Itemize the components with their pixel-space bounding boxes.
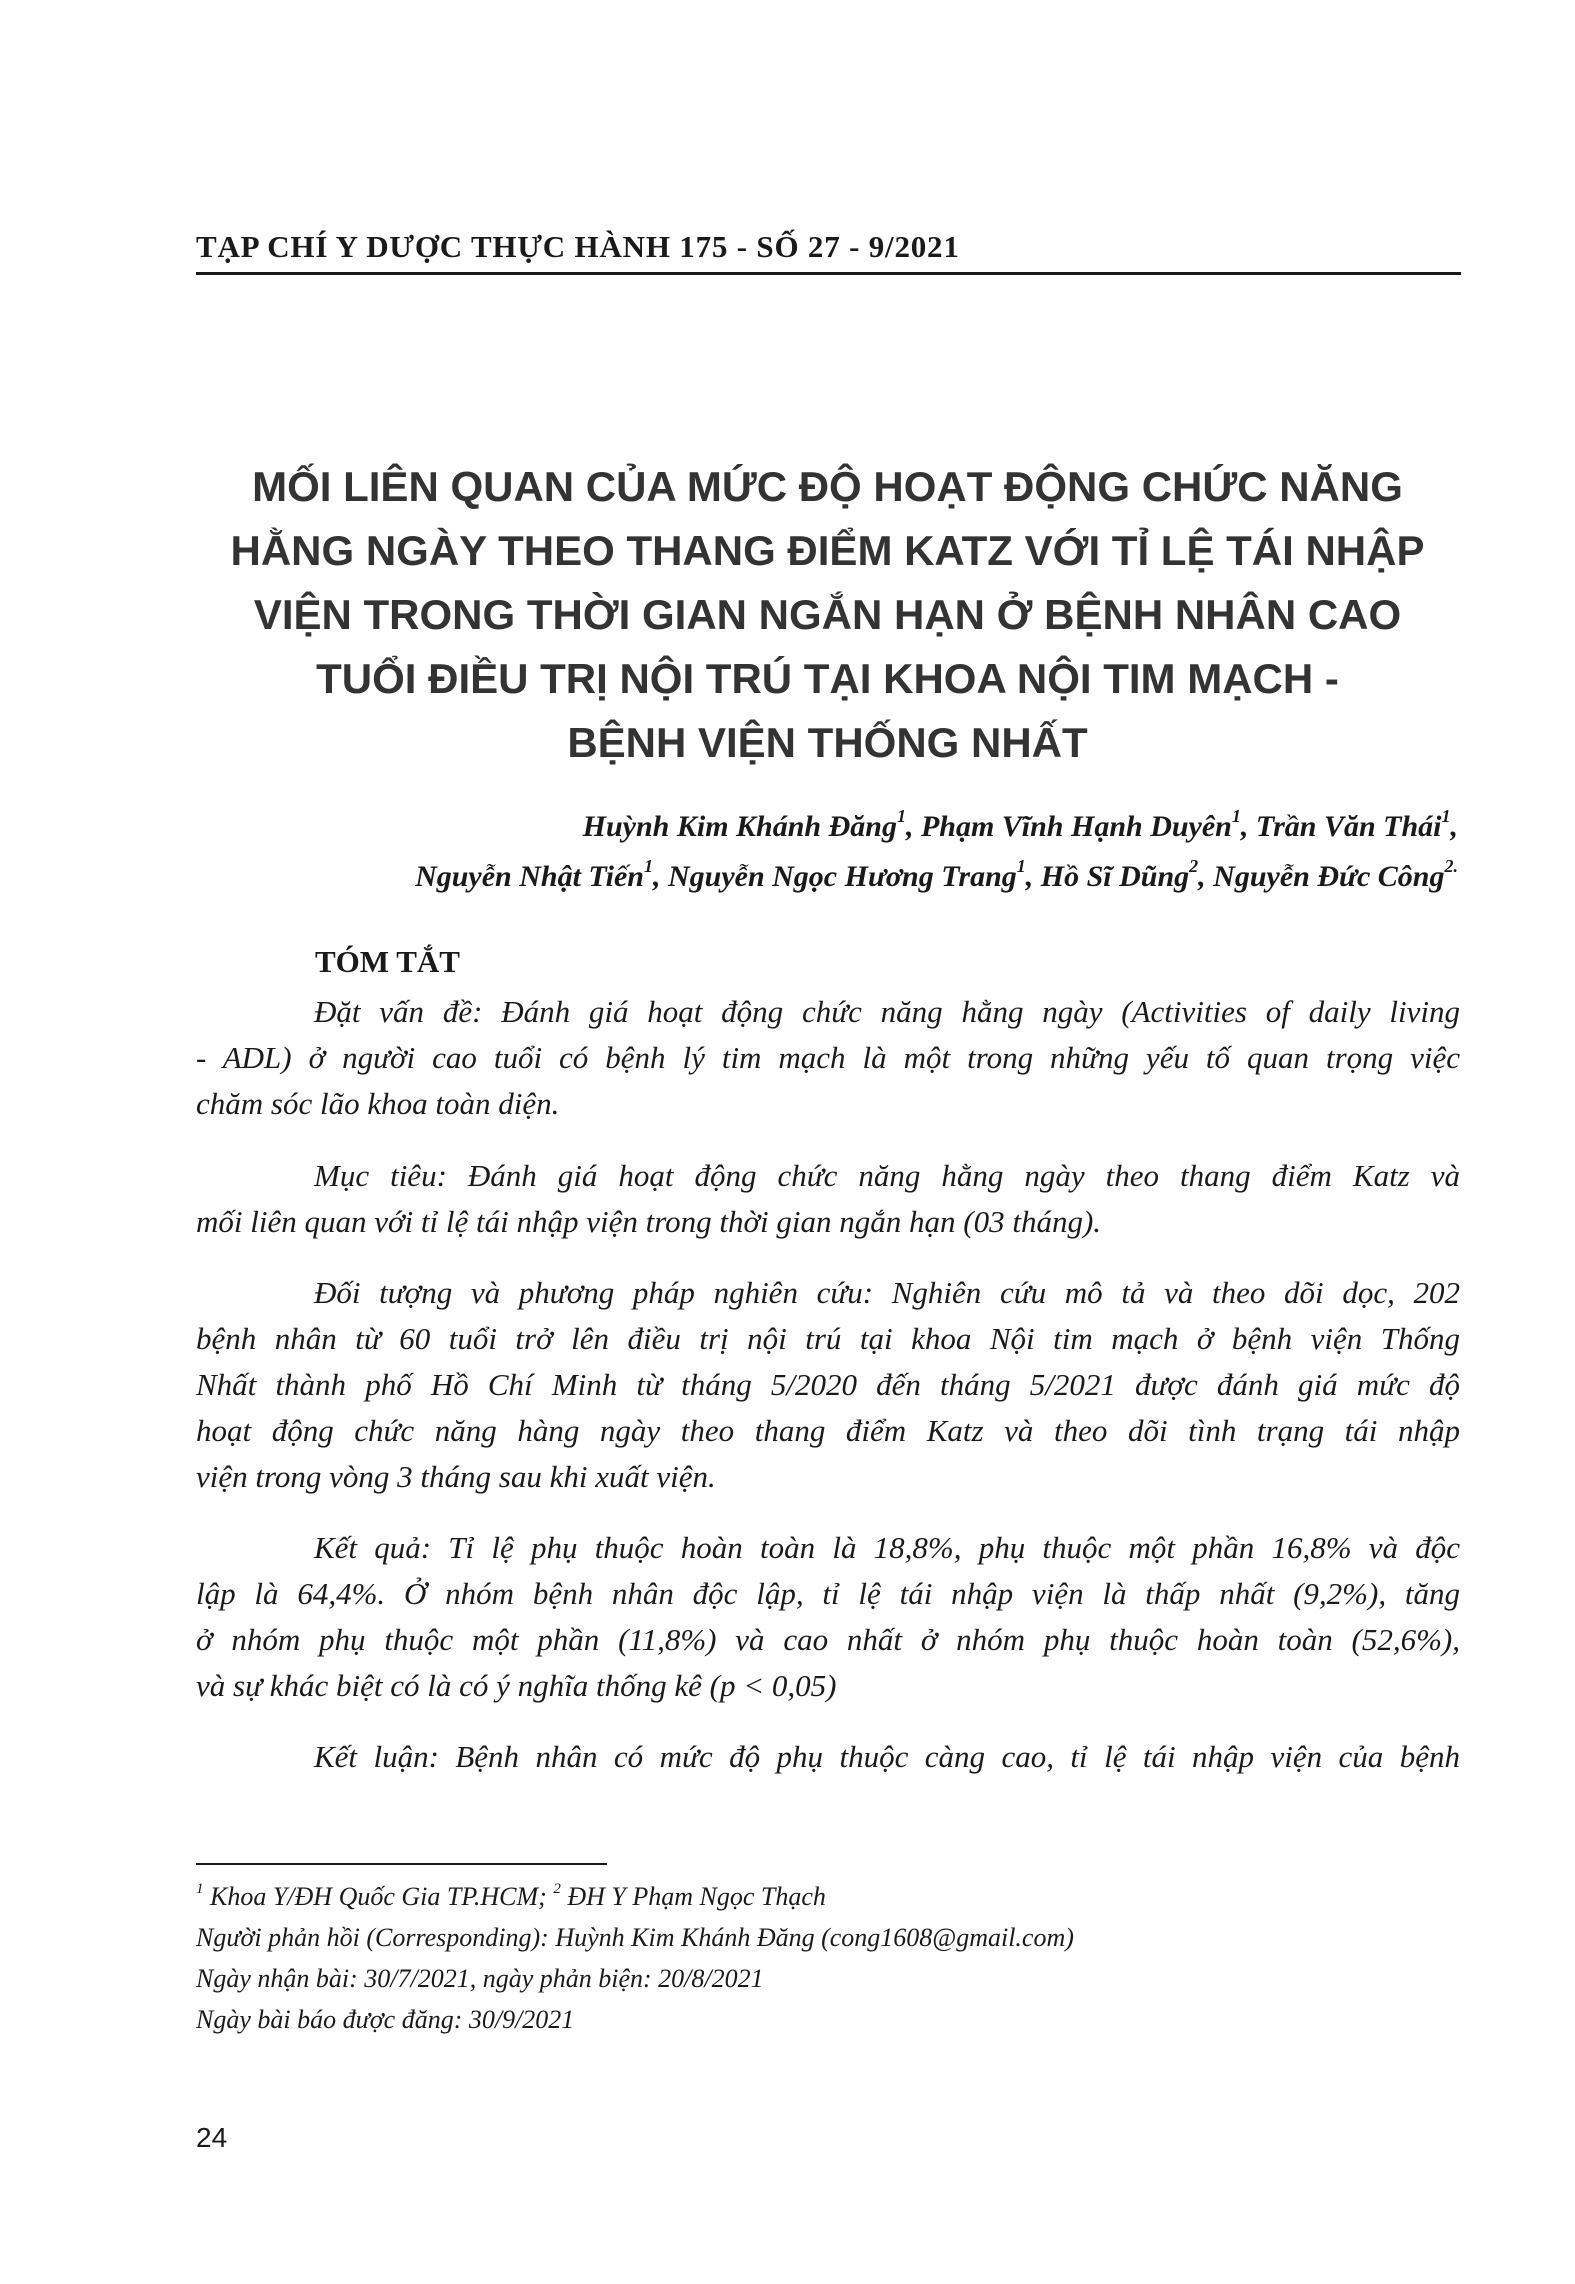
abstract-paragraph-conclusion bbox=[196, 1734, 1460, 1780]
affiliation-mark: 1 bbox=[1016, 856, 1026, 876]
title-line: MỐI LIÊN QUAN CỦA MỨC ĐỘ HOẠT ĐỘNG CHỨC NĂNG bbox=[252, 463, 1403, 510]
author-name: , Hồ Sĩ Dũng bbox=[1025, 860, 1190, 893]
paragraph-line: Đặt vấn đề: Đánh giá hoạt động chức năng hằng ngày (Activities of daily living bbox=[314, 994, 1460, 1029]
title-line: BỆNH VIỆN THỐNG NHẤT bbox=[567, 719, 1088, 766]
paragraph-line: Mục tiêu: Đánh giá hoạt động chức năng hằng ngày theo thang điểm Katz và bbox=[314, 1158, 1460, 1193]
footnotes bbox=[196, 1876, 1396, 2040]
author-name: Huỳnh Kim Khánh Đăng bbox=[582, 810, 897, 843]
author-line bbox=[150, 852, 1458, 902]
author-name: , Nguyễn Đức Công bbox=[1198, 860, 1445, 893]
abstract-paragraph-background bbox=[196, 989, 1460, 1127]
author-name: , Phạm Vĩnh Hạnh Duyên bbox=[905, 810, 1232, 843]
author-list bbox=[150, 802, 1458, 902]
published-date: Ngày bài báo được đăng: 30/9/2021 bbox=[196, 2005, 575, 2034]
author-name: , Trần Văn Thái bbox=[1240, 810, 1442, 843]
received-date: Ngày nhận bài: 30/7/2021, ngày phản biện: 20/8/2021 bbox=[196, 1964, 764, 1993]
paragraph-line: bệnh nhân từ 60 tuổi trở lên điều trị nội trú tại khoa Nội tim mạch ở bệnh viện Thống bbox=[196, 1321, 1460, 1356]
paragraph-line: - ADL) ở người cao tuổi có bệnh lý tim mạch là một trong những yếu tố quan trọng việc bbox=[196, 1040, 1460, 1075]
journal-header: TẠP CHÍ Y DƯỢC THỰC HÀNH 175 - SỐ 27 - 9/2021 bbox=[196, 229, 960, 264]
title-line: VIỆN TRONG THỜI GIAN NGẮN HẠN Ở BỆNH NHÂN CAO bbox=[253, 591, 1402, 638]
author-name: , Nguyễn Ngọc Hương Trang bbox=[652, 860, 1017, 893]
affiliation-text: Khoa Y/ĐH Quốc Gia TP.HCM; bbox=[203, 1882, 554, 1911]
affiliation-mark: 1 bbox=[1441, 806, 1451, 826]
affiliation-note bbox=[196, 1876, 1396, 1917]
paragraph-line: hoạt động chức năng hàng ngày theo thang điểm Katz và theo dõi tình trạng tái nhập bbox=[196, 1413, 1460, 1448]
affiliation-mark: 2 bbox=[1189, 856, 1199, 876]
title-line: HẰNG NGÀY THEO THANG ĐIỂM KATZ VỚI TỈ LỆ TÁI NHẬP bbox=[230, 527, 1425, 574]
affiliation-mark: 1 bbox=[1231, 806, 1241, 826]
author-line bbox=[150, 802, 1458, 852]
paragraph-line: Kết luận: Bệnh nhân có mức độ phụ thuộc càng cao, tỉ lệ tái nhập viện của bệnh bbox=[314, 1739, 1460, 1774]
paragraph-line: mối liên quan với tỉ lệ tái nhập viện trong thời gian ngắn hạn (03 tháng). bbox=[196, 1204, 1102, 1239]
paragraph-line: Kết quả: Tỉ lệ phụ thuộc hoàn toàn là 18,8%, phụ thuộc một phần 16,8% và độc bbox=[314, 1530, 1460, 1565]
paragraph-line: Đối tượng và phương pháp nghiên cứu: Nghiên cứu mô tả và theo dõi dọc, 202 bbox=[314, 1275, 1460, 1310]
affiliation-mark: 1 bbox=[196, 1881, 204, 1898]
abstract-paragraph-objective bbox=[196, 1153, 1460, 1245]
affiliation-mark: 1 bbox=[896, 806, 906, 826]
paragraph-line: lập là 64,4%. Ở nhóm bệnh nhân độc lập, tỉ lệ tái nhập viện là thấp nhất (9,2%), tăng bbox=[196, 1576, 1460, 1611]
abstract-paragraph-results bbox=[196, 1525, 1460, 1709]
title-line: TUỔI ĐIỀU TRỊ NỘI TRÚ TẠI KHOA NỘI TIM MẠCH - bbox=[316, 655, 1339, 702]
separator: , bbox=[1450, 810, 1458, 843]
paragraph-line: Nhất thành phố Hồ Chí Minh từ tháng 5/2020 đến tháng 5/2021 được đánh giá mức độ bbox=[196, 1367, 1460, 1402]
paragraph-line: chăm sóc lão khoa toàn diện. bbox=[196, 1086, 560, 1121]
affiliation-text: ĐH Y Phạm Ngọc Thạch bbox=[560, 1882, 826, 1911]
paragraph-line: ở nhóm phụ thuộc một phần (11,8%) và cao nhất ở nhóm phụ thuộc hoàn toàn (52,6%), bbox=[196, 1622, 1460, 1657]
abstract-paragraph-methods bbox=[196, 1270, 1460, 1500]
paragraph-line: viện trong vòng 3 tháng sau khi xuất viện. bbox=[196, 1459, 716, 1494]
affiliation-mark: 2 bbox=[553, 1881, 561, 1898]
header-rule bbox=[196, 272, 1461, 275]
affiliation-mark: 1 bbox=[643, 856, 653, 876]
article-title bbox=[190, 455, 1465, 775]
affiliation-mark: 2. bbox=[1444, 856, 1458, 876]
paragraph-line: và sự khác biệt có là có ý nghĩa thống kê (p < 0,05) bbox=[196, 1668, 837, 1703]
footnote-rule bbox=[196, 1863, 607, 1865]
abstract-heading: TÓM TẮT bbox=[315, 944, 460, 979]
corresponding-note: Người phản hồi (Corresponding): Huỳnh Kim Khánh Đăng (cong1608@gmail.com) bbox=[196, 1923, 1074, 1952]
author-name: Nguyễn Nhật Tiến bbox=[415, 860, 644, 893]
page-number: 24 bbox=[196, 2122, 228, 2153]
